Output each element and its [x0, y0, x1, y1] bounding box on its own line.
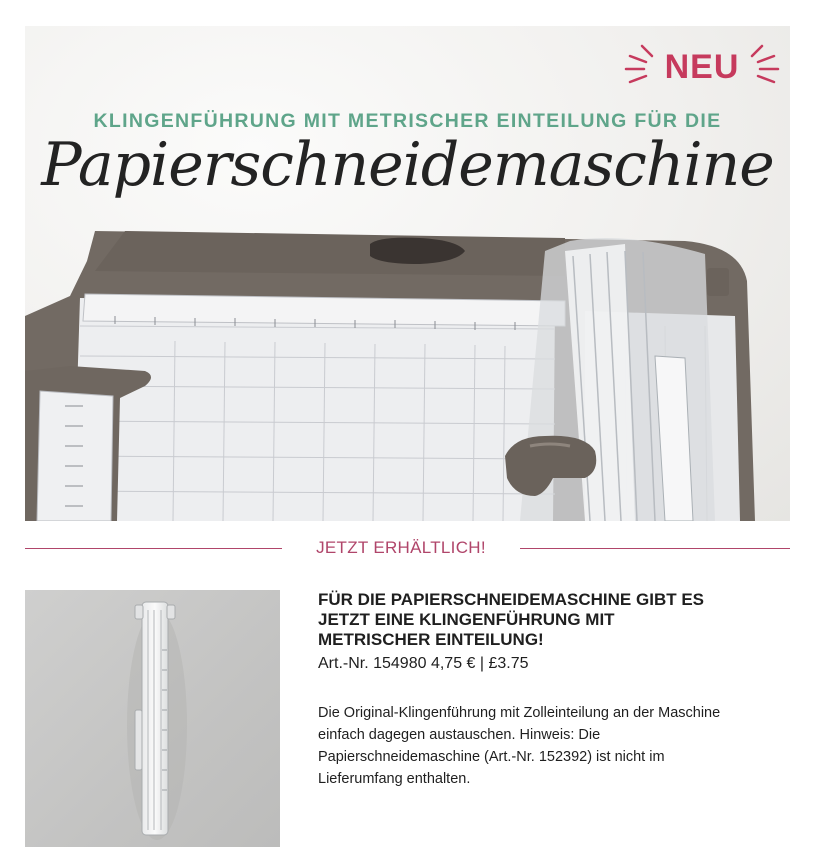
hero-banner — [25, 26, 790, 521]
availability-divider — [25, 538, 790, 560]
product-info — [318, 590, 758, 790]
product-description: Die Original-Klingenführung mit Zolleinteilung an der Maschine einfach dagegen austauschen. Hinweis: Die Papierschneidemaschine (Art.-Nr. 152392) ist nicht im Lieferumfang enthalten. — [318, 705, 721, 787]
hero-subtitle: KLINGENFÜHRUNG MIT METRISCHER EINTEILUNG FÜR DIE — [93, 110, 722, 132]
product-headline: FÜR DIE PAPIERSCHNEIDEMASCHINE GIBT ES JETZT EINE KLINGENFÜHRUNG MIT METRISCHER EINTEILUNG! — [318, 590, 705, 649]
availability-label: JETZT ERHÄLTLICH! — [316, 538, 486, 557]
new-badge — [622, 38, 782, 100]
divider-line-left — [25, 548, 282, 549]
product-price: Art.-Nr. 154980 4,75 € | £3.75 — [318, 655, 529, 672]
product-image — [25, 590, 280, 847]
blade-guide-image — [25, 590, 280, 847]
paper-trimmer-illustration — [25, 26, 790, 521]
hero-title: Papierschneidemaschine — [41, 130, 774, 200]
new-badge-label: NEU — [664, 48, 740, 86]
divider-line-right — [520, 548, 790, 549]
